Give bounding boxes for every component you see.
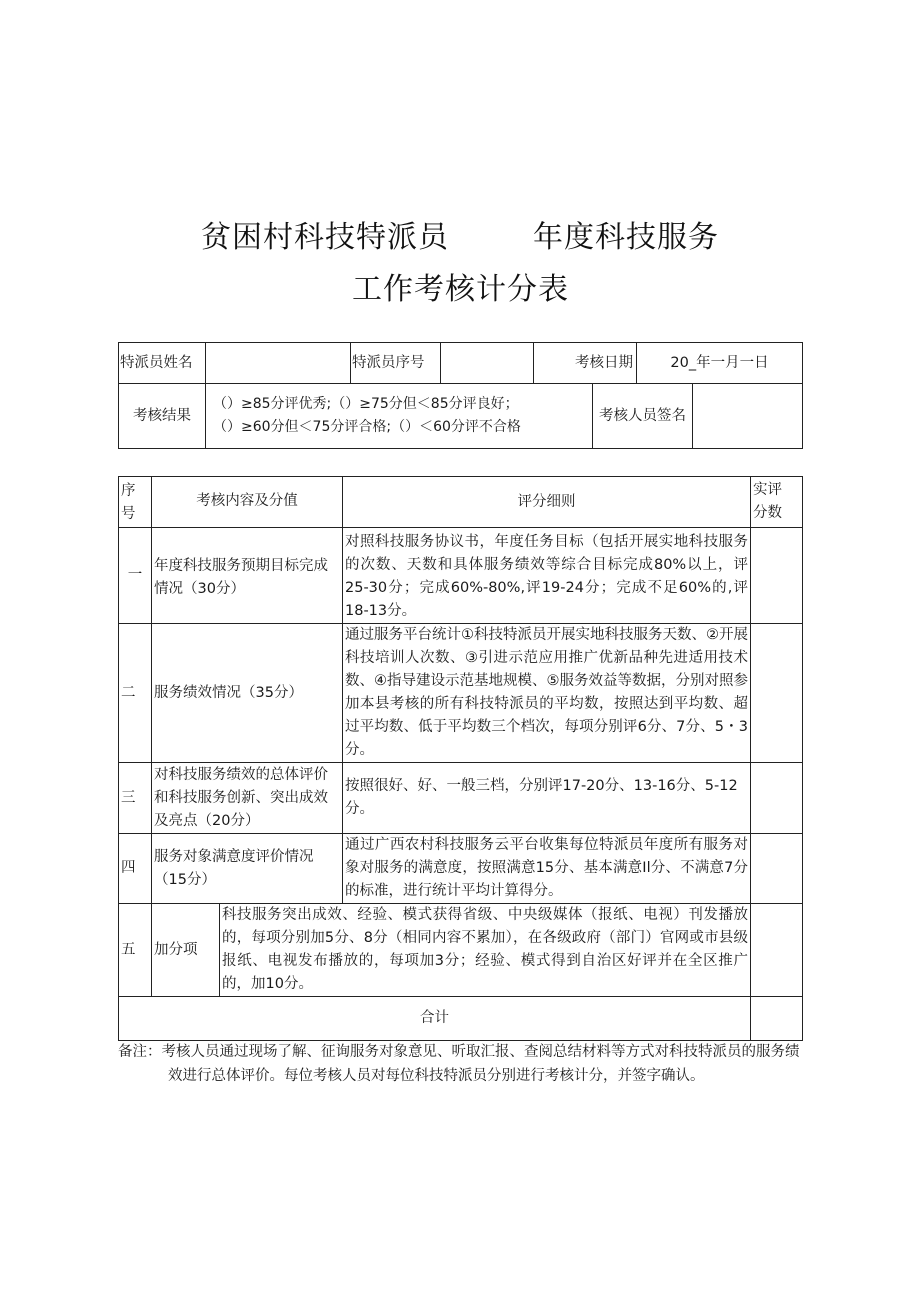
score-table: [118, 476, 803, 1041]
row-3-seq: 三: [119, 763, 152, 834]
total-row: [119, 997, 803, 1041]
title-line2: 工作考核计分表: [352, 272, 569, 307]
result-options-line1: （）≥85分评优秀;（）≥75分但＜85分评良好；: [213, 396, 519, 412]
row-4-seq: 四: [119, 834, 152, 904]
header-score: [751, 477, 803, 528]
result-label: 考核结果: [119, 384, 206, 449]
row-1-seq: 一: [119, 528, 152, 624]
date-field[interactable]: 20_年一月一日: [637, 343, 803, 384]
row-3-content: 对科技服务绩效的总体评价和科技服务创新、突出成效及亮点（20分）: [152, 763, 343, 834]
table-row: [119, 624, 803, 763]
row-1-score[interactable]: [751, 528, 803, 624]
name-label: 特派员姓名: [119, 343, 206, 384]
table-row: [119, 904, 803, 997]
signer-label: 考核人员签名: [593, 384, 693, 449]
result-options-line2: （）≥60分但＜75分评合格;（）＜60分评不合格: [213, 419, 521, 435]
row-5-detail: 科技服务突出成效、经验、模式获得省级、中央级媒体（报纸、电视）刊发播放的，每项分别加5分、8分（相同内容不累加），在各级政府（部门）官网或市县级报纸、电视发布播放的，每项加3分；经验、模式得到自治区好评并在全区推广的，加10分。: [220, 904, 751, 997]
row-5-score[interactable]: [751, 904, 803, 997]
total-score[interactable]: [751, 997, 803, 1041]
title-line1-part1: 贫困村科技特派员: [201, 220, 449, 255]
row-4-content: 服务对象满意度评价情况（15分）: [152, 834, 343, 904]
header-score-line1: 实评: [753, 482, 782, 498]
row-4-score[interactable]: [751, 834, 803, 904]
seq-label: 特派员序号: [351, 343, 441, 384]
table-row: [119, 528, 803, 624]
result-options[interactable]: [206, 384, 593, 449]
table-row: [119, 763, 803, 834]
row-2-seq: 二: [119, 624, 152, 763]
title-line1-part2: 年度科技服务: [533, 220, 719, 255]
footnote-line2: 效进行总体评价。每位考核人员对每位科技特派员分别进行考核计分，并签字确认。: [168, 1068, 705, 1084]
row-5-seq: 五: [119, 904, 152, 997]
info-table: [118, 342, 803, 449]
row-3-score[interactable]: [751, 763, 803, 834]
row-1-content: 年度科技服务预期目标完成情况（30分）: [152, 528, 343, 624]
row-2-content: 服务绩效情况（35分）: [152, 624, 343, 763]
row-4-detail: 通过广西农村科技服务云平台收集每位特派员年度所有服务对象对服务的满意度，按照满意15分、基本满意Il分、不满意7分的标准，进行统计平均计算得分。: [343, 834, 751, 904]
seq-field[interactable]: [441, 343, 534, 384]
row-2-score[interactable]: [751, 624, 803, 763]
row-3-detail: 按照很好、好、一般三档，分别评17-20分、13-16分、5-12分。: [343, 763, 751, 834]
row-5-content: 加分项: [152, 904, 220, 997]
signer-field[interactable]: [693, 384, 803, 449]
header-content: 考核内容及分值: [152, 477, 343, 528]
date-label: 考核日期: [534, 343, 637, 384]
table-header-row: [119, 477, 803, 528]
row-1-detail: 对照科技服务协议书，年度任务目标（包括开展实地科技服务的次数、天数和具体服务绩效等综合目标完成80%以上，评25-30分；完成60%-80%,评19-24分；完成不足60%的,评18-13分。: [343, 528, 751, 624]
row-2-detail: 通过服务平台统计①科技特派员开展实地科技服务天数、②开展科技培训人次数、③引进示范应用推广优新品种先进适用技术数、④指导建设示范基地规模、⑤服务效益等数据，分别对照参加本县考核的所有科技特派员的平均数，按照达到平均数、超过平均数、低于平均数三个档次，每项分别评6分、7分、5・3分。: [343, 624, 751, 763]
footnote-line1: 备注：考核人员通过现场了解、征询服务对象意见、听取汇报、查阅总结材料等方式对科技特派员的服务绩: [118, 1044, 800, 1060]
header-detail: 评分细则: [343, 477, 751, 528]
total-label: 合计: [119, 997, 751, 1041]
header-seq: 序号: [119, 477, 152, 528]
header-score-line2: 分数: [753, 505, 782, 521]
table-row: [119, 834, 803, 904]
name-field[interactable]: [206, 343, 351, 384]
